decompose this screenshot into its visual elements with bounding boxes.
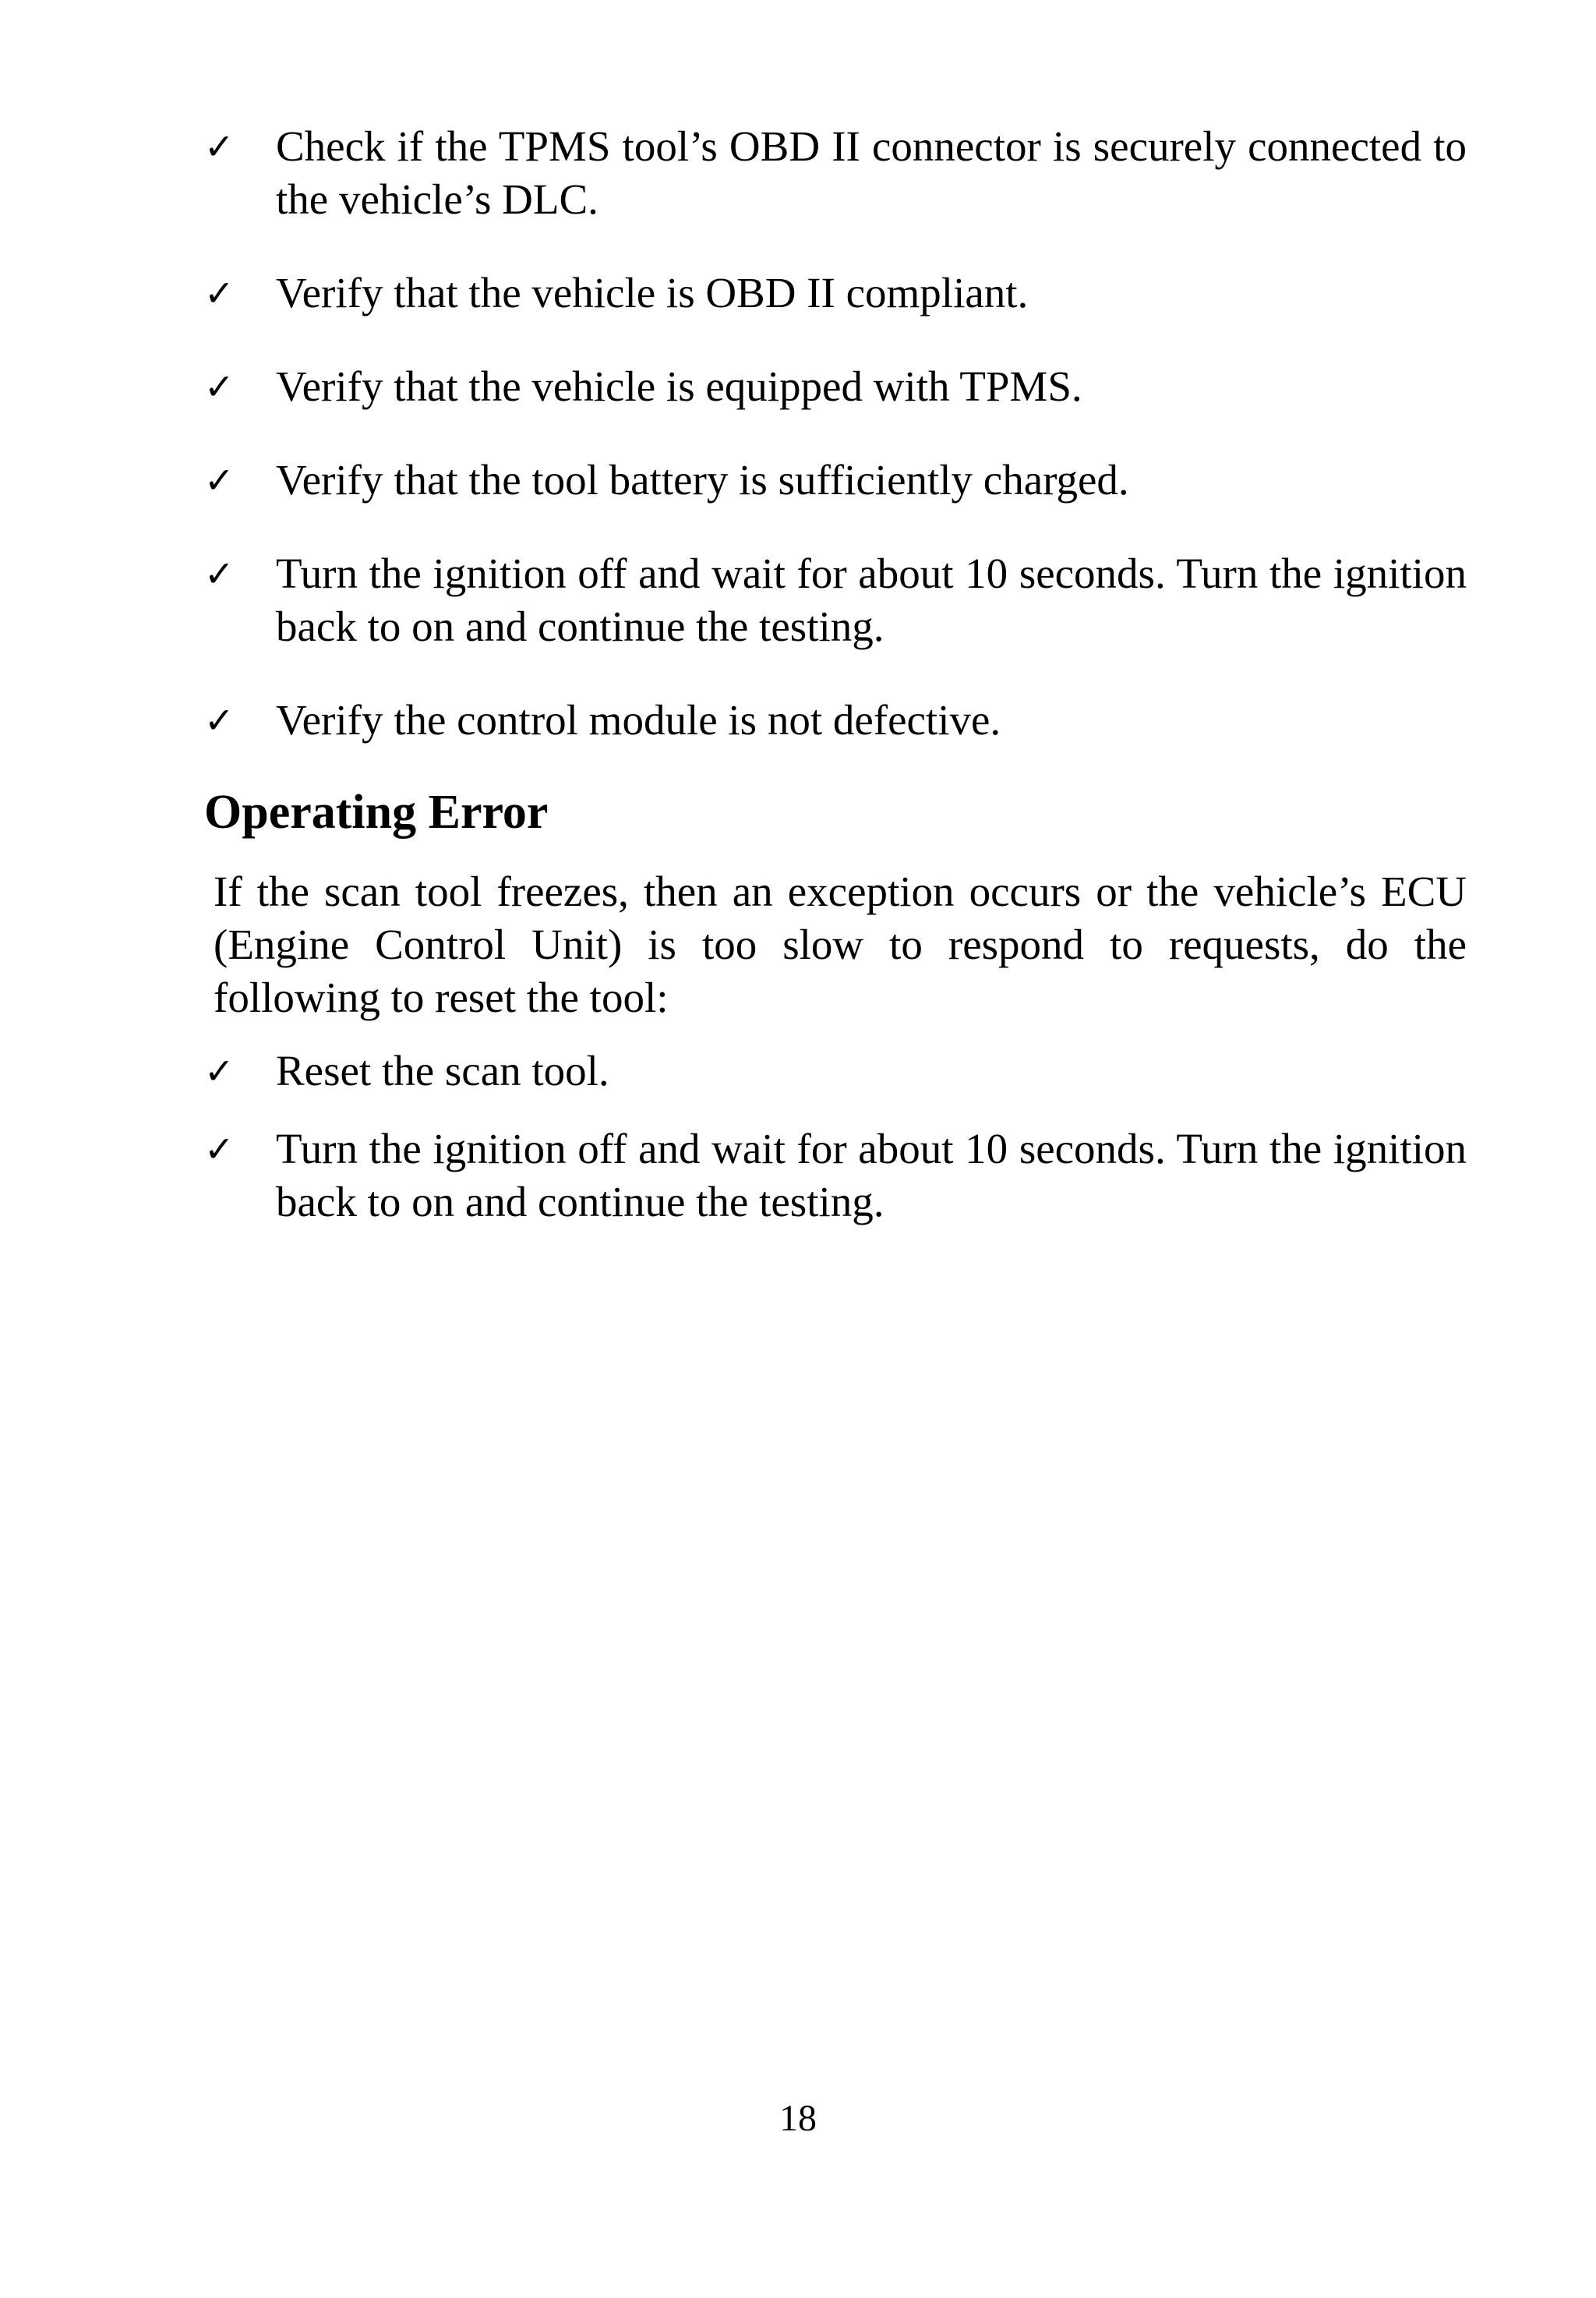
- page-content: [204, 120, 1467, 1229]
- checkmark-icon: ✓: [204, 272, 235, 314]
- checklist-item: [204, 120, 1467, 226]
- checklist-item-text: Check if the TPMS tool’s OBD II connector is securely connected to the vehicle’s DLC.: [276, 122, 1467, 223]
- checkmark-icon: ✓: [204, 126, 235, 168]
- checklist-item: [204, 454, 1467, 507]
- checklist-item-text: Reset the scan tool.: [276, 1047, 609, 1094]
- checklist-item: [204, 1122, 1467, 1229]
- checklist-item-text: Verify the control module is not defective.: [276, 696, 1001, 744]
- section-heading: Operating Error: [204, 786, 549, 839]
- checklist-item: [204, 267, 1467, 320]
- checkmark-icon: ✓: [204, 366, 235, 408]
- checklist-item-text: Turn the ignition off and wait for about 10 seconds. Turn the ignition back to on and continue the testing.: [276, 550, 1467, 650]
- troubleshooting-checklist: [204, 120, 1467, 747]
- checkmark-icon: ✓: [204, 459, 235, 501]
- checkmark-icon: ✓: [204, 553, 235, 595]
- checklist-item-text: Verify that the tool battery is sufficiently charged.: [276, 456, 1129, 504]
- checklist-item: [204, 1045, 1467, 1098]
- checklist-item-text: Verify that the vehicle is equipped with TPMS.: [276, 362, 1082, 410]
- checklist-item: [204, 694, 1467, 747]
- checkmark-icon: ✓: [204, 1128, 235, 1170]
- page-number: 18: [779, 2098, 817, 2139]
- checklist-item-text: Verify that the vehicle is OBD II compliant.: [276, 269, 1029, 316]
- reset-checklist: [204, 1045, 1467, 1229]
- checkmark-icon: ✓: [204, 699, 235, 741]
- checklist-item: [204, 360, 1467, 413]
- checklist-item-text: Turn the ignition off and wait for about 10 seconds. Turn the ignition back to on and continue the testing.: [276, 1125, 1467, 1225]
- section-paragraph: If the scan tool freezes, then an exception occurs or the vehicle’s ECU (Engine Control Unit) is too slow to respond to requests, do the following to reset the tool:: [214, 868, 1467, 1021]
- checkmark-icon: ✓: [204, 1050, 235, 1092]
- checklist-item: [204, 547, 1467, 653]
